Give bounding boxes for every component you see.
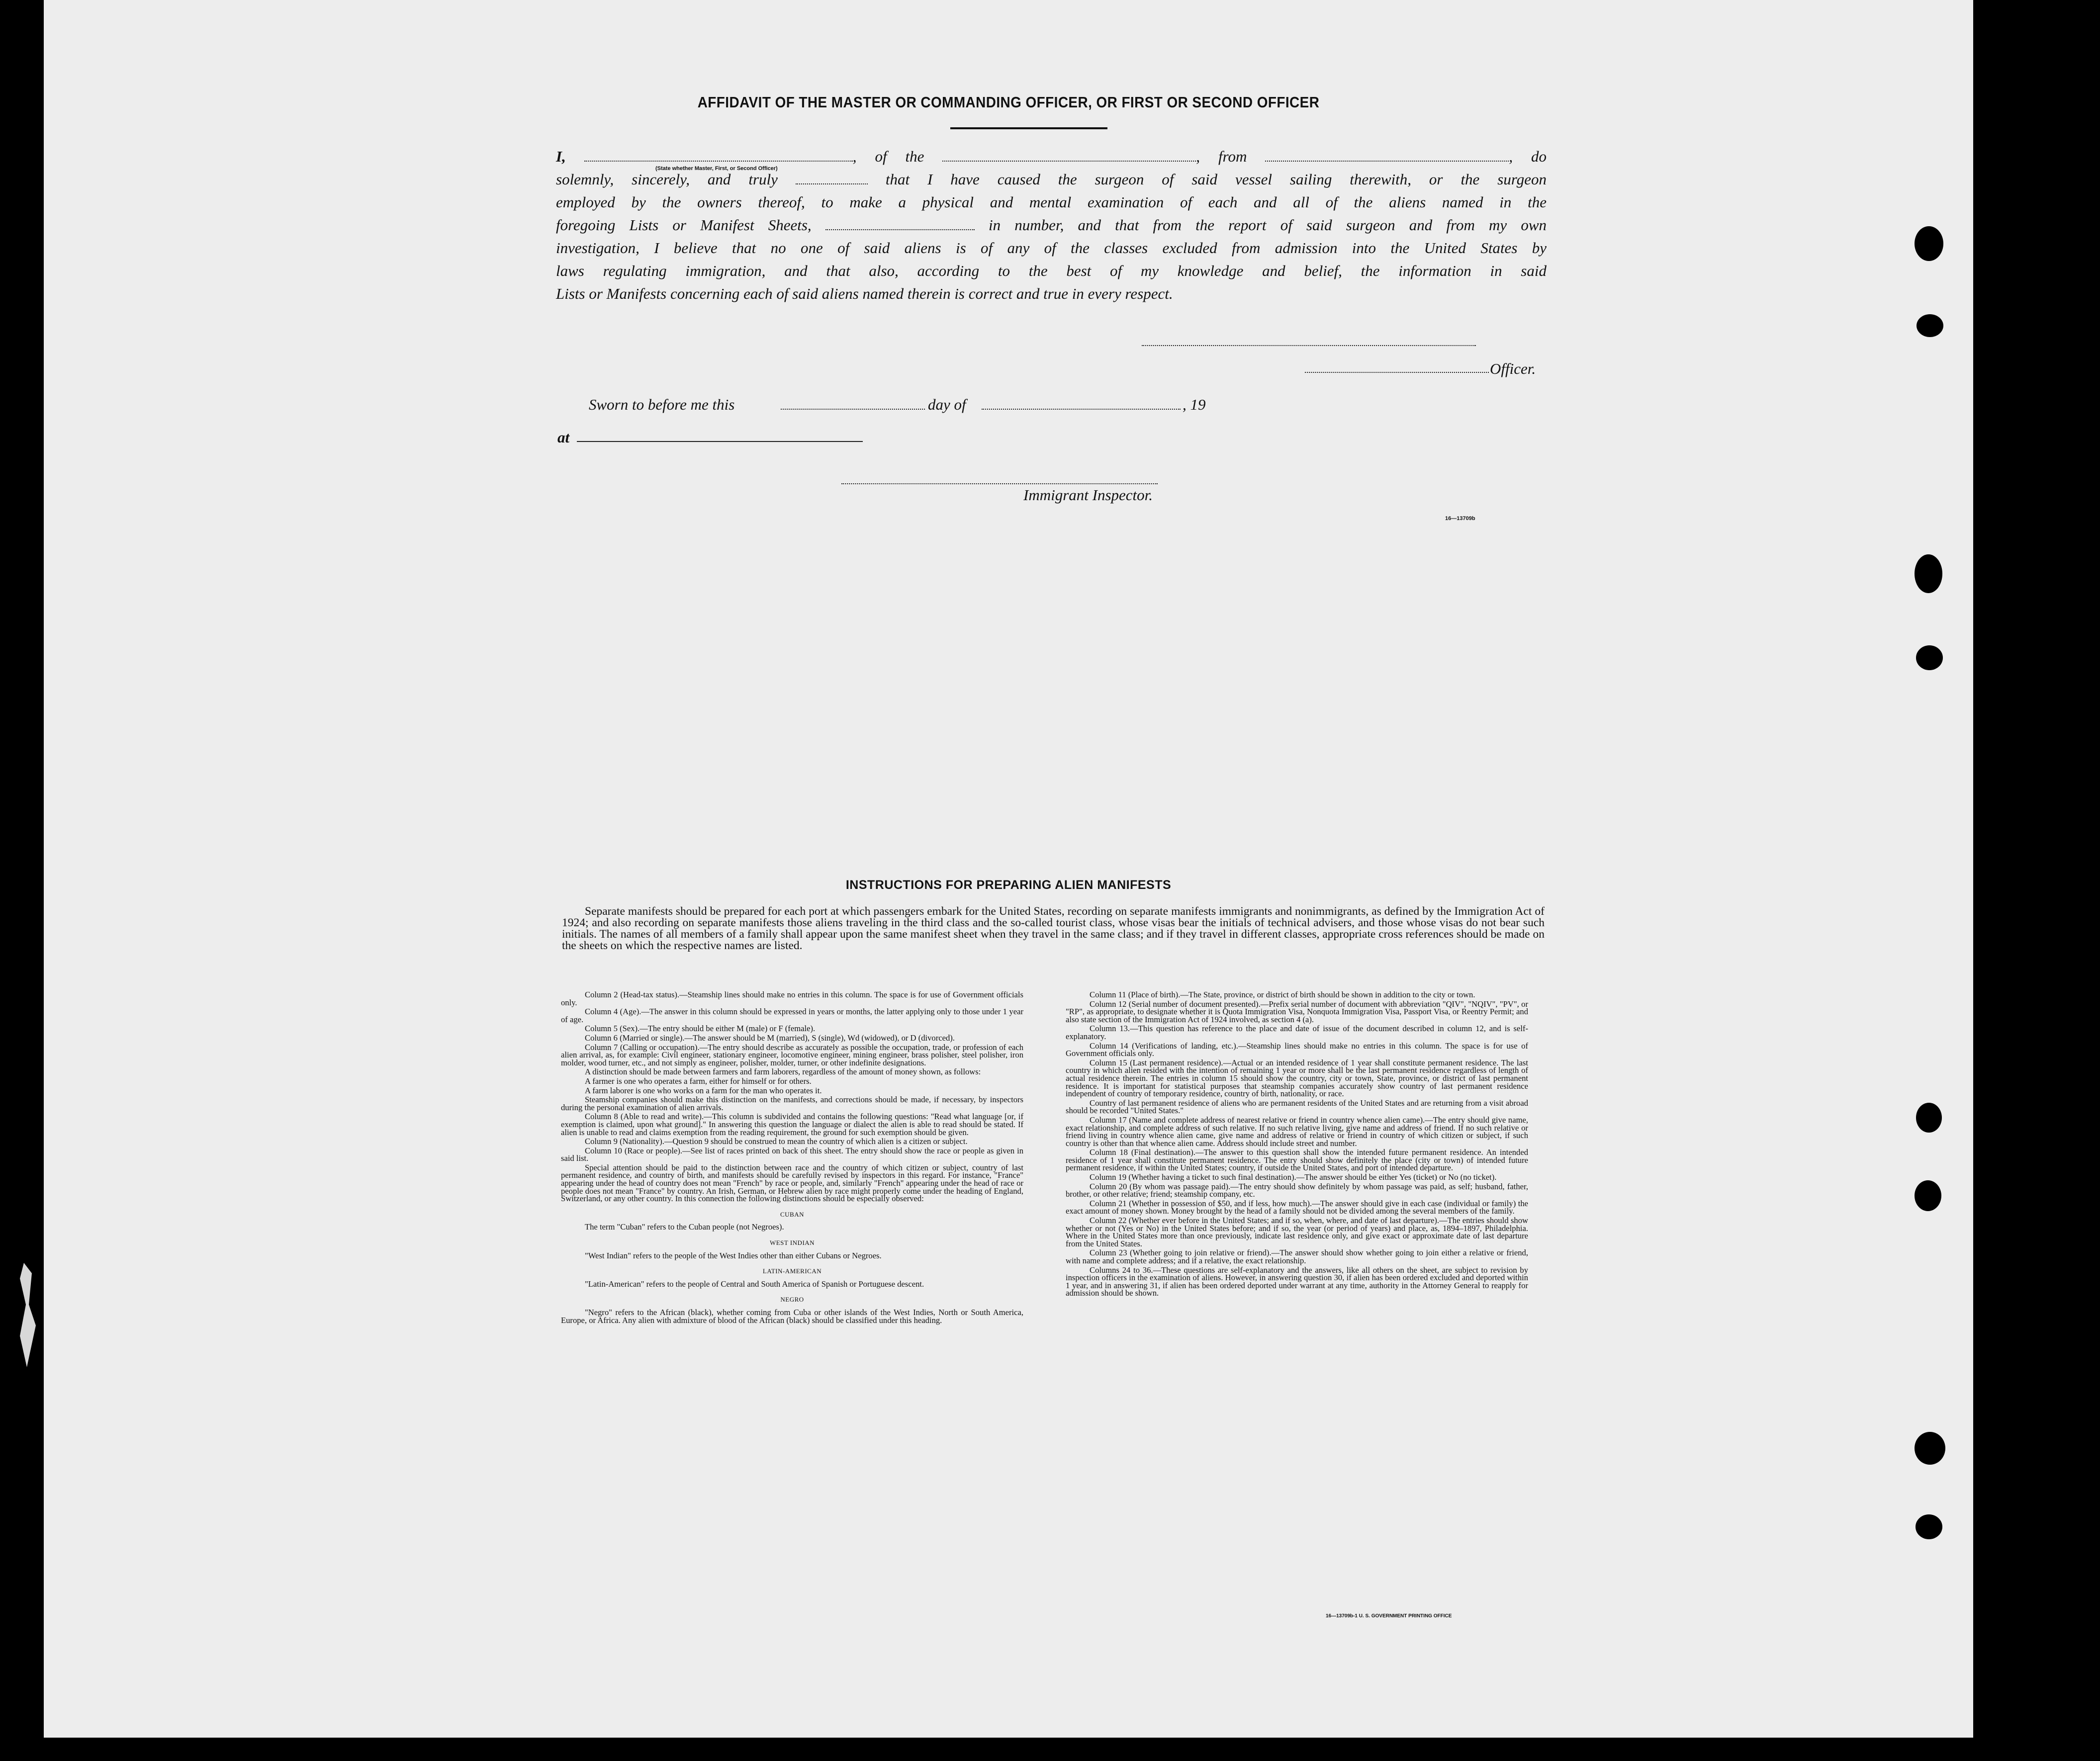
cuban-definition: The term "Cuban" refers to the Cuban people (not Negroes). — [585, 1222, 784, 1232]
form-number: 16—13709b — [1445, 516, 1475, 522]
sworn-text: Sworn to before me this — [589, 396, 735, 413]
signature-line-2[interactable] — [1305, 371, 1489, 373]
punch-hole — [1915, 554, 1942, 593]
port-from-blank[interactable] — [1265, 150, 1509, 162]
instruction-paragraph: Special attention should be paid to the distinction between race and the country of which citizen or subject, country of last permanent residence, and country of birth, and manifests should be carefully revised by inspectors in this regard. For instance, "France" appearing under the head of country does not mean "French" by race or people, and, similarly "French" appearing under the head of race or people does not mean "France" by country. An Irish, German, or Hebrew alien by race might properly come under the heading of England, Switzerland, or any other country. In this connection the following distinctions should be especially observed: — [561, 1162, 1023, 1204]
affidavit-title: AFFIDAVIT OF THE MASTER OR COMMANDING OFFICER, OR FIRST OR SECOND OFFICER — [697, 93, 1320, 111]
affidavit-text: solemnly, sincerely, and truly — [556, 171, 778, 188]
instruction-paragraph: Column 18 (Final destination).—The answer to this question shall show the intended future permanent residence. An intended residence of 1 year shall constitute permanent residence. The entry should show definitely the place (city or town) of intended future permanent residence, if within the United States; country, if outside the United States, and port of intended departure. — [1066, 1147, 1528, 1173]
sworn-month-blank[interactable] — [982, 408, 1181, 410]
punch-hole — [1916, 645, 1943, 670]
officer-label: Officer. — [1490, 360, 1536, 377]
at-label: at — [557, 429, 570, 446]
intro-paragraph: Separate manifests should be prepared for each port at which passengers embark for the United States, recording on separate manifests immigrants and nonimmigrants, as defined by the Immigration Act of 1924; and also recording on separate manifests those aliens traveling in the third class and the so-called tourist class, whose visas bear the initials of technical advisers, and those whose visas do not bear such initials. The names of all members of a family shall appear upon the same manifest sheet when they travel in the same class; and if they travel in different classes, appropriate cross references should be made on the sheets on which the respective names are listed. — [562, 905, 1545, 952]
punch-hole — [1915, 226, 1943, 261]
west-indian-heading: WEST INDIAN — [769, 1239, 815, 1247]
instruction-paragraph: Column 13.—This question has reference to the place and date of issue of the document described in column 12, and is self-explanatory. — [1066, 1024, 1528, 1041]
instruction-paragraph: Column 2 (Head-tax status).—Steamship lines should make no entries in this column. The space is for use of Government officials only. — [561, 990, 1023, 1007]
sworn-day-blank[interactable] — [781, 408, 925, 410]
affidavit-line-7: Lists or Manifests concerning each of said aliens named therein is correct and true in every respect. — [556, 285, 1173, 302]
instruction-paragraph: Column 17 (Name and complete address of nearest relative or friend in country whence alien came).—The entry should give name, exact relationship, and complete address of such relative. If no such relative living, give name and address of friend. If no such relative or friend living in country whence alien came, give name and address of relative or friend in country of which citizen or subject, if such country is other than that whence alien came. Address should include street and number. — [1066, 1115, 1528, 1148]
instruction-paragraph: A farmer is one who operates a farm, either for himself or for others. — [585, 1076, 812, 1086]
instruction-paragraph: Column 20 (By whom was passage paid).—The entry should show definitely by whom passage was paid, as self; husband, father, brother, or other relative; friend; steamship company, etc. — [1066, 1181, 1528, 1199]
latin-american-definition: "Latin-American" refers to the people of Central and South America of Spanish or Portuguese descent. — [585, 1279, 924, 1289]
manifest-sheet — [44, 0, 1973, 1738]
sworn-day-of-text: day of — [928, 396, 966, 413]
instruction-paragraph: Column 6 (Married or single).—The answer should be M (married), S (single), Wd (widowed), or D (divorced). — [585, 1033, 955, 1043]
affidavit-line-4 — [556, 214, 1547, 237]
instructions-right-column — [1066, 991, 1528, 1299]
affidavit-line-1 — [556, 145, 1547, 168]
cuban-heading: CUBAN — [780, 1210, 804, 1218]
instruction-paragraph: A distinction should be made between farmers and farm laborers, regardless of the amount of money shown, as follows: — [585, 1067, 981, 1077]
affidavit-text: in number, and that from the report of said surgeon and from my own — [989, 216, 1547, 234]
officer-rank-blank[interactable] — [584, 150, 853, 162]
instructions-left-column — [561, 991, 1023, 1325]
instruction-paragraph: Column 4 (Age).—The answer in this column should be expressed in years or months, the latter applying only to those under 1 year of age. — [561, 1007, 1023, 1024]
oath-blank[interactable] — [796, 173, 868, 184]
instruction-paragraph: Column 9 (Nationality).—Question 9 should be construed to mean the country of which alien is a citizen or subject. — [585, 1137, 968, 1146]
punch-hole — [1917, 314, 1943, 337]
inspector-signature-line[interactable] — [841, 482, 1158, 484]
affidavit-text: that I have caused the surgeon of said vessel sailing therewith, or the surgeon — [885, 171, 1547, 188]
location-blank[interactable] — [577, 440, 863, 442]
torn-edge-mark — [20, 1263, 40, 1367]
instruction-paragraph: Column 15 (Last permanent residence).—Actual or an intended residence of 1 year shall constitute permanent residence. The last country in which alien resided with the intention of remaining 1 year or more shall be the last permanent residence regardless of length of actual residence therein. The entries in column 15 should show the country, city or town, State, province, or district of last permanent residence. It is important for statistical purposes that steamship companies accurately show country of last permanent residence independent of country of temporary residence, country of birth, nationality, or race. — [1066, 1057, 1528, 1099]
punch-hole — [1916, 1514, 1942, 1539]
printing-office-footer: 16—13709b-1 U. S. GOVERNMENT PRINTING OFFICE — [1326, 1613, 1452, 1619]
affidavit-line-3: employed by the owners thereof, to make a physical and mental examination of each and all of the aliens named in the — [556, 193, 1547, 211]
signature-line-1[interactable] — [1142, 344, 1476, 346]
instruction-paragraph: Columns 24 to 36.—These questions are self-explanatory and the answers, like all others on the sheet, are subject to revision by inspection officers in the examination of aliens. However, in answering question 30, if alien has been ordered excluded and deported within 1 year, and in answering 31, if alien has been ordered deported under warrant at any time, authority in the Attorney General to reapply for admission should be shown. — [1066, 1265, 1528, 1298]
vessel-name-blank[interactable] — [942, 150, 1196, 162]
affidavit-text: , of the — [852, 148, 924, 165]
affidavit-text: I, — [556, 148, 566, 165]
affidavit-text: , from — [1196, 148, 1247, 165]
instruction-paragraph: Column 11 (Place of birth).—The State, province, or district of birth should be shown in addition to the city or town. — [1090, 990, 1475, 999]
punch-hole — [1915, 1432, 1945, 1465]
instruction-paragraph: Country of last permanent residence of aliens who are permanent residents of the United States and are returning from a visit abroad should be recorded "United States." — [1066, 1098, 1528, 1116]
instruction-paragraph: Column 7 (Calling or occupation).—The entry should describe as accurately as possible the occupation, trade, or profession of each alien arrival, as, for example: Civil engineer, stationary engineer, locomotive engineer, mining engineer, brass polisher, steel polisher, iron molder, wood turner, etc., and not simply as engineer, polisher, molder, turner, or other indefinite designations. — [561, 1042, 1023, 1067]
instruction-paragraph: Column 23 (Whether going to join relative or friend).—The answer should show whether going to join either a relative or friend, with name and complete address; and if a relative, the exact relationship. — [1066, 1248, 1528, 1265]
latin-american-heading: LATIN-AMERICAN — [762, 1267, 822, 1275]
affidavit-text: , do — [1509, 148, 1547, 165]
instruction-paragraph: Column 19 (Whether having a ticket to such final destination).—The answer should be either Yes (ticket) or No (no ticket). — [1090, 1172, 1497, 1182]
inspector-label: Immigrant Inspector. — [1023, 486, 1153, 504]
instruction-paragraph: Column 12 (Serial number of document presented).—Prefix serial number of document with abbreviation "QIV", "NQIV", "PV", or "RP", as appropriate, to designate whether it is Quota Immigration Visa, Nonquota Immigration Visa, Passport Visa, or Reentry Permit; and also state section of the Immigration Act of 1924 involved, as section 4 (a). — [1066, 999, 1528, 1024]
instruction-paragraph: Column 10 (Race or people).—See list of races printed on back of this sheet. The entry should show the race or people as given in said list. — [561, 1145, 1023, 1163]
instruction-paragraph: Column 14 (Verifications of landing, etc.).—Steamship lines should make no entries in this column. The space is for use of Government officials only. — [1066, 1041, 1528, 1058]
instruction-paragraph: A farm laborer is one who works on a farm for the man who operates it. — [585, 1085, 822, 1095]
negro-definition: "Negro" refers to the African (black), whether coming from Cuba or other islands of the West Indies, North or South America, Europe, or Africa. Any alien with admixture of blood of the African (black) should be classified under this heading. — [561, 1308, 1023, 1325]
instructions-title: INSTRUCTIONS FOR PREPARING ALIEN MANIFESTS — [845, 878, 1172, 892]
sheet-count-blank[interactable] — [825, 218, 975, 230]
sworn-year-text: , 19 — [1183, 396, 1206, 413]
affidavit-line-5: investigation, I believe that no one of said aliens is of any of the classes excluded from admission into the United States by — [556, 239, 1547, 257]
instruction-paragraph: Column 22 (Whether ever before in the United States; and if so, when, where, and date of last departure).—The entries should show whether or not (Yes or No) in the United States before; and if so, the year (or period of years) and place, as, 1894–1897, Philadelphia. Where in the United States more than once previously, indicate last residence only, and give exact or approximate date of last departure from the United States. — [1066, 1216, 1528, 1248]
punch-hole — [1915, 1180, 1941, 1211]
instruction-paragraph: Column 5 (Sex).—The entry should be either M (male) or F (female). — [585, 1024, 816, 1034]
punch-hole — [1916, 1103, 1942, 1133]
instruction-paragraph: Steamship companies should make this distinction on the manifests, and corrections should be made, if necessary, by inspectors during the personal examination of alien arrivals. — [561, 1095, 1023, 1112]
title-underline — [950, 127, 1107, 129]
negro-heading: NEGRO — [780, 1296, 804, 1304]
affidavit-text: foregoing Lists or Manifest Sheets, — [556, 216, 812, 234]
officer-rank-sublabel: (State whether Master, First, or Second Officer) — [655, 166, 778, 172]
instruction-paragraph: Column 8 (Able to read and write).—This column is subdivided and contains the following questions: "Read what language [or, if exemption is claimed, upon what ground]." In answering this question the language or dialect the alien is able to read should be stated. If alien is unable to read and claims exemption from the reading requirement, the ground for such exemption should be given. — [561, 1112, 1023, 1137]
instructions-intro — [562, 906, 1545, 952]
instruction-paragraph: Column 21 (Whether in possession of $50, and if less, how much).—The answer should give in each case (individual or family) the exact amount of money shown. Money brought by the head of a family should not be divided among the several members of the family. — [1066, 1198, 1528, 1216]
west-indian-definition: "West Indian" refers to the people of the West Indies other than either Cubans or Negroes. — [585, 1250, 882, 1260]
affidavit-line-6: laws regulating immigration, and that also, according to the best of my knowledge and belief, the information in said — [556, 262, 1547, 279]
